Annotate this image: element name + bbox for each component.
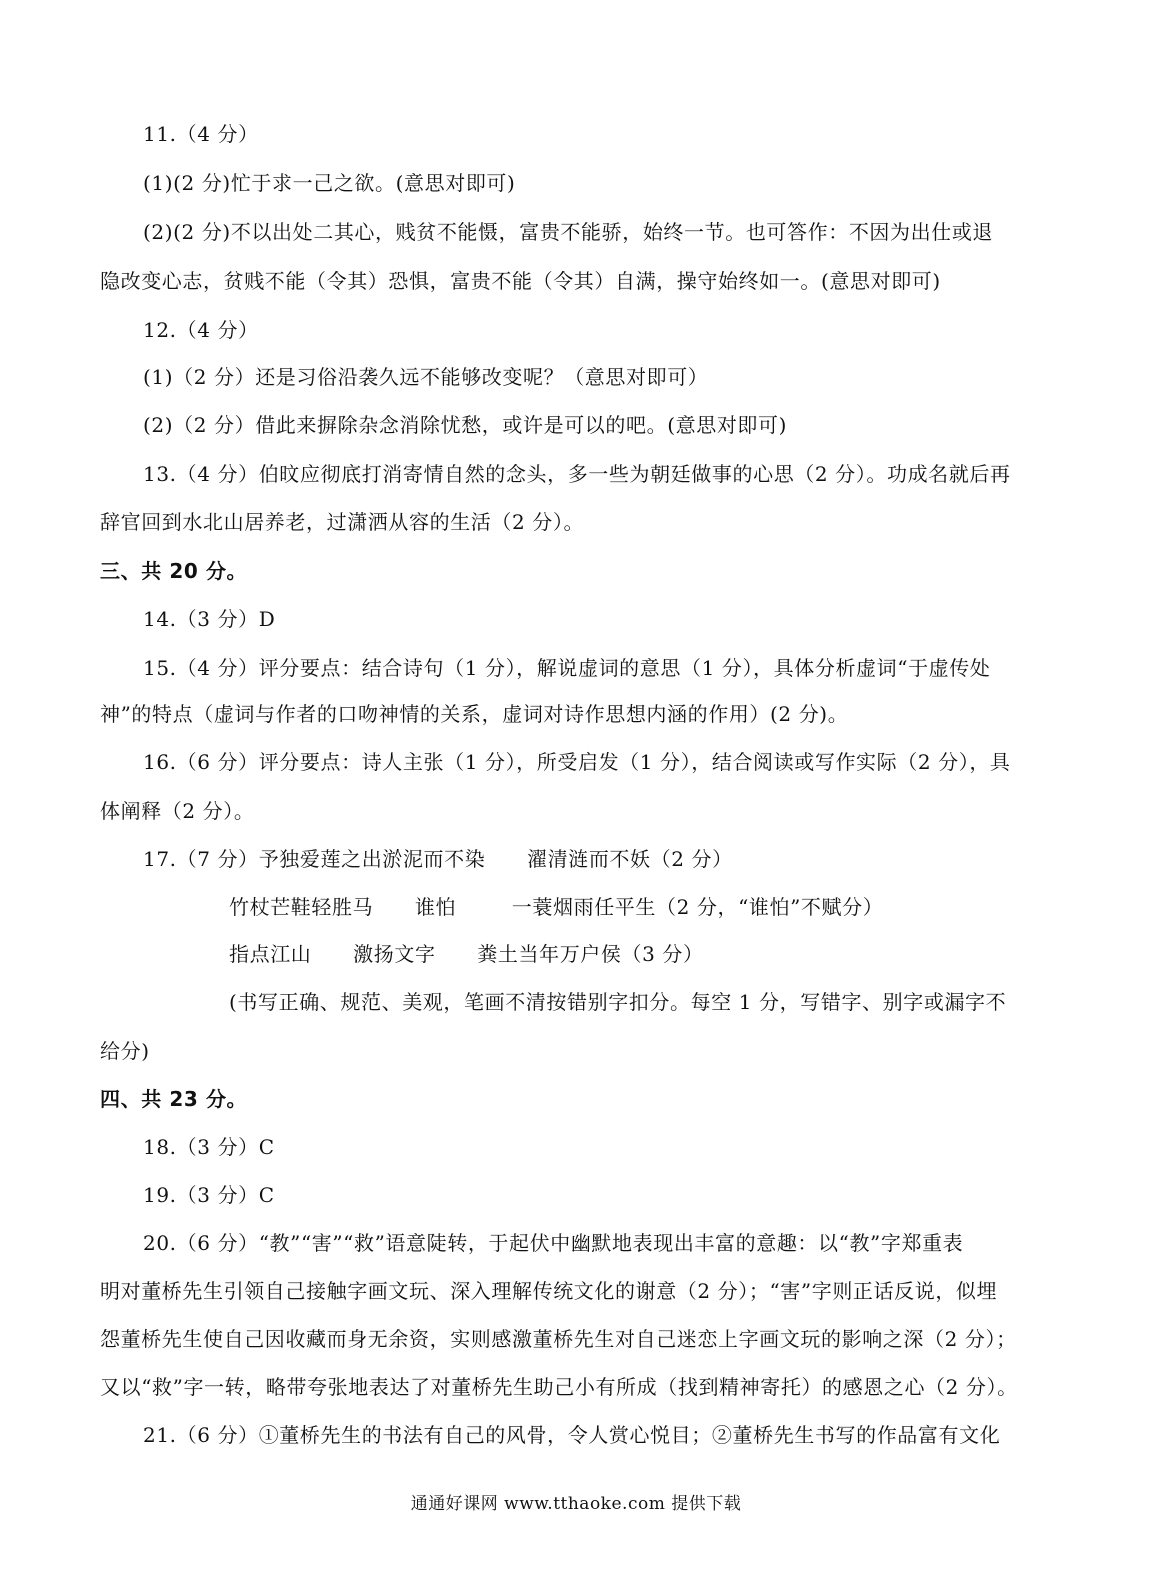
section-4-heading: 四、共 23 分。 — [100, 1087, 248, 1111]
q12-header: 12.（4 分） — [143, 318, 259, 342]
section-3-heading: 三、共 20 分。 — [100, 559, 248, 583]
q12-answer-1: (1)（2 分）还是习俗沿袭久远不能够改变呢？（意思对即可） — [143, 365, 709, 389]
q20-line4: 又以“救”字一转，略带夸张地表达了对董桥先生助己小有所成（找到精神寄托）的感恩之心（2 分）。 — [100, 1375, 1018, 1399]
q15-line1: 15.（4 分）评分要点：结合诗句（1 分），解说虚词的意思（1 分），具体分析虚词“于虚传处 — [143, 656, 991, 680]
q12-answer-2: (2)（2 分）借此来摒除杂念消除忧愁，或许是可以的吧。(意思对即可) — [143, 413, 788, 437]
q13-line1: 13.（4 分）伯旼应彻底打消寄情自然的念头，多一些为朝廷做事的心思（2 分）。功成名就后再 — [143, 462, 1011, 486]
q16-line2: 体阐释（2 分）。 — [100, 799, 255, 823]
q17-line1: 17.（7 分）予独爱莲之出淤泥而不染 濯清涟而不妖（2 分） — [143, 847, 733, 871]
q11-answer-2-line2: 隐改变心志，贫贱不能（令其）恐惧，富贵不能（令其）自满，操守始终如一。(意思对即可) — [100, 269, 941, 293]
q20-line2: 明对董桥先生引领自己接触字画文玩、深入理解传统文化的谢意（2 分）；“害”字则正话反说，似埋 — [100, 1279, 998, 1303]
q17-note-line2: 给分) — [100, 1039, 150, 1063]
q17-note-line1: (书写正确、规范、美观，笔画不清按错别字扣分。每空 1 分，写错字、别字或漏字不 — [229, 990, 1007, 1014]
page-footer: 通通好课网 www.tthaoke.com 提供下载 — [410, 1494, 742, 1514]
q15-line2: 神”的特点（虚词与作者的口吻神情的关系，虚词对诗作思想内涵的作用）(2 分)。 — [100, 702, 849, 726]
q19-answer: 19.（3 分）C — [143, 1183, 275, 1207]
q20-line1: 20.（6 分）“教”“害”“救”语意陡转，于起伏中幽默地表现出丰富的意趣：以“教”字郑重表 — [143, 1231, 964, 1255]
q14-answer: 14.（3 分）D — [143, 607, 276, 631]
q16-line1: 16.（6 分）评分要点：诗人主张（1 分），所受启发（1 分），结合阅读或写作实际（2 分），具 — [143, 750, 1011, 774]
q13-line2: 辞官回到水北山居养老，过潇洒从容的生活（2 分）。 — [100, 510, 585, 534]
q17-line2: 竹杖芒鞋轻胜马 谁怕 一蓑烟雨任平生（2 分，“谁怕”不赋分） — [229, 895, 884, 919]
q11-answer-2-line1: (2)(2 分)不以出处二其心，贱贫不能慑，富贵不能骄，始终一节。也可答作：不因为出仕或退 — [143, 220, 994, 244]
q11-header: 11.（4 分） — [143, 122, 259, 146]
q18-answer: 18.（3 分）C — [143, 1135, 275, 1159]
q20-line3: 怨董桥先生使自己因收藏而身无余资，实则感激董桥先生对自己迷恋上字画文玩的影响之深（2 分）； — [100, 1327, 1017, 1351]
q11-answer-1: (1)(2 分)忙于求一己之欲。(意思对即可) — [143, 171, 516, 195]
q17-line3: 指点江山 激扬文字 粪土当年万户侯（3 分） — [229, 942, 704, 966]
q21-line1: 21.（6 分）①董桥先生的书法有自己的风骨，令人赏心悦目；②董桥先生书写的作品富有文化 — [143, 1423, 1001, 1447]
